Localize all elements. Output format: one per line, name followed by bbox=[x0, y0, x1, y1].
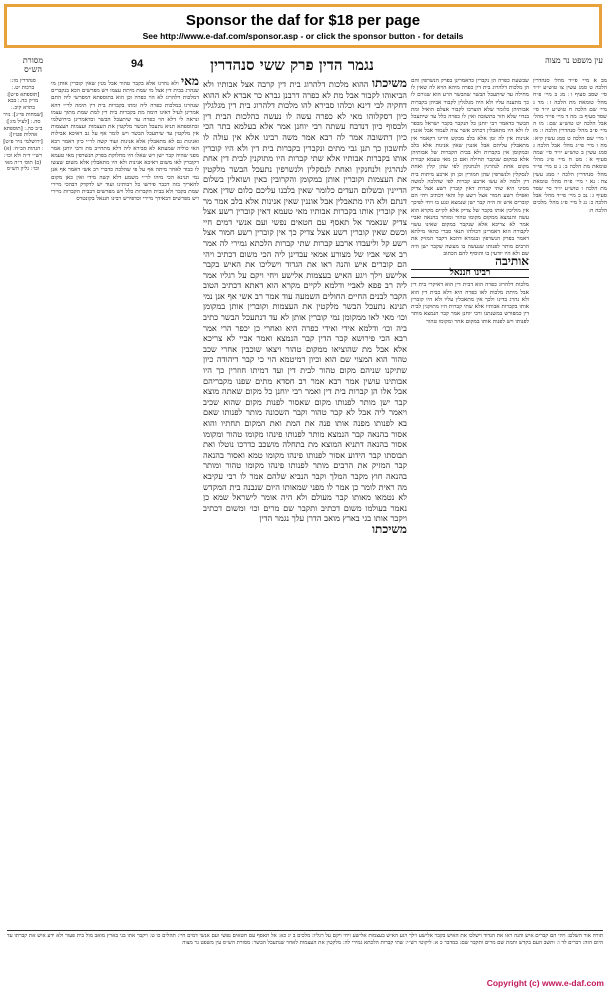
gemara-column bbox=[203, 78, 407, 928]
page-number: 94 bbox=[131, 58, 144, 70]
header-masoret: מסורת הש״ס bbox=[22, 56, 44, 74]
sponsor-banner-title[interactable]: Sponsor the daf for $18 per page bbox=[185, 12, 421, 29]
tosafot-column bbox=[51, 78, 199, 928]
tosafot-text: ולא נהרגו אלא בקבר טהור אבל מנין שאין קוברין אותן מי שנהרג בבית דין אצל מי שמת מיתת עצמו ויש מפרשים הכא בנקברים דמלכות דלהרוג לא הוי כפרה וכן הוא בתוספתא דמפרשי ליה התם שנהרגו במלכות כפרה ליה ומתו בקברות בית דין תימה לר״י דהא אמרינן לעיל דאינו דומה מת בקברות בית דין למת שמת מתוך עצמו ונראה לי דלא הוי כפרה עד שיתעכל הבשר וכדאמרינן בירושלמי ובתוספתא תניא נתעכל הבשר מלקטין את העצמות ועצמות העצמות אין מלקטין עד שיתעכל הבשר ויש לומר אף על גב דאיכא אבילות ואנינות גם לא מתאבלין אלא אנינות ועוד קשה לר״י כיון דאמר רבא האי כוליה שמעתא לא סבירא ליה דלא מתחייב מת ורבי יוחנן אמר מפני שהיה קבר ישן ויש שאלו היו מחלוקת בפרק הנשרפין מאי טעמא דקוברין לאו משום דאיכא אנינות ולא היו מתאבלין אלא משום שעשו לו כבוד לאחר מיתה אף על פי שהלכה כדברי רב אשי דאמר אף אנן נמי תנינא הכי מיהו לר״י משמע דלא קשה מידי ואין כאן מקום להאריך בזה דכבר פירשו כל רבותינו ועוד יש לדקדק דבהכי מיירי שמת בקבר ולא בבית הקברות כלל ויש מפרשים דבבית הקברות מיירי ויש מפרשים דבאידך מיירי וכדפירש רבינו חננאל בקונטרס bbox=[51, 81, 199, 203]
ein-mishpat-text: מב א מיי׳ פי״ד מהל׳ סנהדרין הלכה ט סמג עשין צו טוש״ע יו״ד סי׳ שסב סעיף ו ׃ מג ב מיי׳ פ״ח מהל׳ טומאת מת הלכה ז ׃ מד ג מיי׳ שם הלכה ח טוש״ע יו״ד סי׳ שסד סעיף ב ׃ מה ד מיי׳ פי״ד מהל׳ אבל הלכה יט טוש״ע שם ׃ מו ה מיי׳ פ״ב מהל׳ סנהדרין הלכה ו ׃ מז ו מיי׳ שם הלכה ט סמג עשין קיא ׃ מח ז מיי׳ פי״ג מהל׳ אבל הלכה ג סמג עשין ב טוש״ע יו״ד סי׳ שמה סעיף א ׃ מט ח מיי׳ פ״ג מהל׳ טומאת מת הלכה ב ׃ נ ט מיי׳ פי״ד מהל׳ סנהדרין הלכה י סמג עשין צח ׃ נא י מיי׳ פ״ח מהל׳ טומאת מת הלכה ו טוש״ע יו״ד סי׳ שסד סעיף ג ׃ נב כ מיי׳ פי״ד מהל׳ אבל הלכה כ ׃ נג ל מיי׳ פ״ג מהל׳ מלכים הלכה ח ׃ bbox=[533, 78, 607, 214]
rashi-text: שבשעת כפרה הן נקברין כדאמרינן בפרק הנשרפין והם הן מלכות דלהרוג בית דין כפרה מיהא הויא לה שאין לו מחילה עד שיתעכל הבשר שהבשר הרע הוא שגורם לו כך מתענה עליו ולא היה מגלגלין לקבור אביהן בקברות אבותיהן כלומר שלא הוצרכו לקבור אצלם הואיל ומת בנדוי שלא חזר בתשובה ואין לו כפרה כלל עד שיתעכל הבשר כדאמר רבי יוחנן כל הנקבר בקבר ישראל מכפר לו ולא היו מתאבלין דכתיב אשר צוה לעמוד אבל אוננין אנינות אין לה זמן אלא בלב מבקש והיינו דקאמר אין מתאבלין עליהם אבל אוננין שאין אנינות אלא בלב ובמקומן אין בקברות ולא בבית הקברות של אבותיהן אלא במקום שנקבר תחילה ואם כן מאי טעמא קבורת מקום אחת לנהרגין ולנחנקין לפי שהן קלין ואחת לנסקלין ולנשרפין שהן חמורין וכן הן ארבע מיתות בית דין ולמה לא עשו ארבע קברות לפי שהלכה למשה מסיני היא שתי קברות דאין קוברין רשע אצל צדיק ואפילו רשע חמור אצל רשע קל והאי דכתיב ויהי הם קוברים איש זה היה קבר ישן שנמצא ונגע בו ויחי לפיכך אין מוליכין אותו בקבר של צדיק אלא לקיים מקרא הוא עשה והנמצא ממקום מקומו טהור ומותר בהנאה ואביי אמר לא צריכא אלא שנקבר במקום שאינו עשוי לקבורה הוא דאמרינן דכולהו תנאי סברי כהאי מילתא דאמר בפרק הנשרפין ובגמרא דהכא דקבר המזיק את הרבים מותר לפנותו שנעשה בו מעשה שקבר ישן היה שם ולא היו יודעין בו והוסיף להם הכתוב bbox=[411, 78, 529, 257]
tosafot-lead-word: מאי bbox=[181, 78, 199, 88]
gemara-text: ההוא מלכות דלהרוג בית דין קרבה אצל אבותיו ולא הביאוהו לקבור אבל מת לא כפרה דרבנן גברא כר אברא לא ההוא דחקיה לבי דינא וכלהו סבירא להו מלכות דלהרוג בית דין מגלגלין כיון דסקלוהו מאי לא כפרה עשה לו נעשה כהלכות הבית דין ולבסוף כיון דנדבח עשתה רבי יוחנן אמר אלא בעלמא בתר הכי כיון דתשובה אמר לה רבא אמר משה רבינו אלא אין עולה לו לחשבון כך תנן גבי מתים ונקברין בקברות בית דין ולא היו קוברין אותו בקברות אבותיו אלא שתי קברות היו מתוקנין לבית דין אחת לנהרגין ולנחנקין ואחת לנסקלין ולנשרפין נתעכל הבשר מלקטין את העצמות וקוברין אותן במקומן והקרובין באין ושואלין בשלום הדיינין ובשלום העדים כלומר שאין בלבנו עליכם כלום שדין אמת דנתם ולא היו מתאבלין אבל אוננין שאין אנינות אלא בלב אמר מר אין קוברין אותו בקברות אבותיו מאי טעמא דאין קוברין רשע אצל צדיק שנאמר אל תאסף עם חטאים נפשי ועם אנשי דמים חיי וכשם שאין קוברין רשע אצל צדיק כך אין קוברין רשע חמור אצל רשע קל וליעבדו ארבע קברות שתי קברות הלכתא גמירי לה אמר רב אשי אביו של מצורע אמאי עבדינן ליה הכי משום דכתיב ויהי הם קוברים איש והנה ראו את הגדוד וישליכו את האיש בקבר אלישע וילך ויגע האיש בעצמות אלישע ויחי ויקם על רגליו אמר ליה רב פפא לאביי ודלמא לקיים מקרא הוא דאתא דכתיב הטוב הקבר לבנים החיים החולים השמעה עוד אמר רב אשי אף אנן נמי תנינא נתעכל הבשר מלקטין את העצמות וקוברין אותן במקומן וכו׳ מאי לאו ממקומן נמי קוברין אותן לא עד דנתעכל הבשר כתיב ביה וכו׳ ודלמא אידי ואידי כפרה היא ואחרי כן יכפר הרי אמר רבא הכי פירושא קבר הדין קבר הנמצא ואמר אביי לא צריכא אלא אבל מת שהוציאו ממקום טהור ויצאו שוכבין אחרי שכב טהור הוא המצוי שם הוא וכיון דמיטמא הוי כי קבר דיהודה כיון שתיקנו שניהם מקום טהור לבית דין ועד דמיתו חוזרין כך היו אבותינו עושין אמר רבא אמר רב חסדא מתים שפנו מקבריהם אבל אלו הן קברות בית דין ואמר רבי יוחנן כל מקום שאתה מוצא קבר ישן מותר לפנותו מקום שאסור לפנות מקום שהוא שכיב ויאמר ליה אבל לא קבר טהור וקבר השכונה מותר לפנותו שאם בא לפנותו מפנה אותו פנה את המת ואת המקום תחתיו והוא אסור בהנאה קבר הנמצא מותר לפנותו פינהו מקומו טהור ומקומו אסור בהנאה דתניא המוצא מת בתחלה מושכב כדרכו נוטלו ואת תבוסתו קבר הידוע אסור לפנותו פינהו מקומו טמא ואסור בהנאה קבר המזיק את הרבים מותר לפנותו פינהו מקומו טהור ומותר בהנאה חוץ מקבר המלך וקבר הנביא שלהם אמר לו רבי עקיבא מה ראית לומר כן אמר לו מפני שמאותו היום שנבנה בית המקדש לא נטמאו מאותו קבר מעולם ולא היה אומר לישראל שמא כן נאמר בעולמו משום דכתיב ותקבר שם מרים וכו׳ ומשום דכתיב ויקבר אותו בגי בארץ מואב הדרן עלך נגמר הדין bbox=[203, 79, 407, 524]
rashi-lead-word: אותיבה bbox=[495, 254, 529, 269]
ein-mishpat-column bbox=[533, 78, 607, 928]
header-chapter-title: נגמר הדין פרק ששי סנהדרין bbox=[210, 56, 374, 74]
copyright-link[interactable]: Copyright (c) www.e-daf.com bbox=[486, 978, 604, 988]
rabbeinu-chananel-heading: רבינו חננאל bbox=[411, 269, 529, 278]
gemara-lead-word: משיכתו bbox=[371, 78, 407, 90]
rashi-column bbox=[411, 78, 529, 928]
rabbeinu-chananel-text: מלכות דלהרוג כפרה הוא דבית דין הוא דאיקרי בית דין אבל מיתת מלכות לאו כפרה היא דלא כבית דין הוא ולא נהרג בדינו ולכך אין מתאבלין עליו ולא היו קוברין אותו בקברות אבותיו אלא שתי קברות היו מתוקנין לבית דין כמפורש במשנתנו ורבי יוחנן אמר קבר הנמצא מותר לפנותו ויש לפנות אותו במקום אחר ומקומו טהור bbox=[411, 282, 529, 325]
sponsor-banner-subtitle[interactable]: See http://www.e-daf.com/sponsor.asp - or click the sponsor button - for details bbox=[142, 31, 464, 41]
masoret-column bbox=[3, 78, 43, 928]
gemara-end-title: משיכתו bbox=[371, 521, 407, 536]
talmud-page bbox=[3, 50, 607, 975]
header-ein-mishpat: עין משפט נר מצוה bbox=[545, 56, 603, 65]
page-header bbox=[3, 54, 607, 76]
sponsor-banner[interactable] bbox=[4, 4, 602, 48]
masoret-text: סנהדרין מו: ׃ ברכות יט. ׃ [תוספתא פ״ט] ׃ מו״ק כה. ׃ בבא בתרא קיב. ׃ [שמחות פי״ג] ׃ נזיר סה. ׃ [לעיל מז:] ׃ ב״ב כה. ׃ [תוספתא אהלות פט״ז] ׃ [ירושלמי נזיר פ״ט] ׃ הגהות הב״ח ׃ (א) רש״י ד״ה ולא וכו׳ ׃ (ב) תוס׳ ד״ה מאי וכו׳ ׃ גליון הש״ס bbox=[3, 78, 43, 173]
page-footer-notes: תורה אור השלם: ויהי הם קברים איש והנה ראו את הגדוד וישלכו את האיש בקבר אלישע וילך ויגע האיש בעצמות אלישע ויחי ויקם על רגליו: מלכים ב יג כא ׃ אל תאסף עם חטאים נפשי ועם אנשי דמים חיי: תהלים כו ט ׃ ויקבר אתו בגי בארץ מואב מול בית פעור ולא ידע איש את קברתו עד היום הזה: דברים לד ו ׃ ותשב העם בקדש ותמת שם מרים ותקבר שם: במדבר כ א ׃ ליקוטי רש״י: שתי קברות הלכתא גמירי לה ׃ מלקטין את העצמות לאחר שנתעכל הבשר ׃ מסורת הש״ס עין משפט נר מצוה bbox=[7, 930, 603, 975]
